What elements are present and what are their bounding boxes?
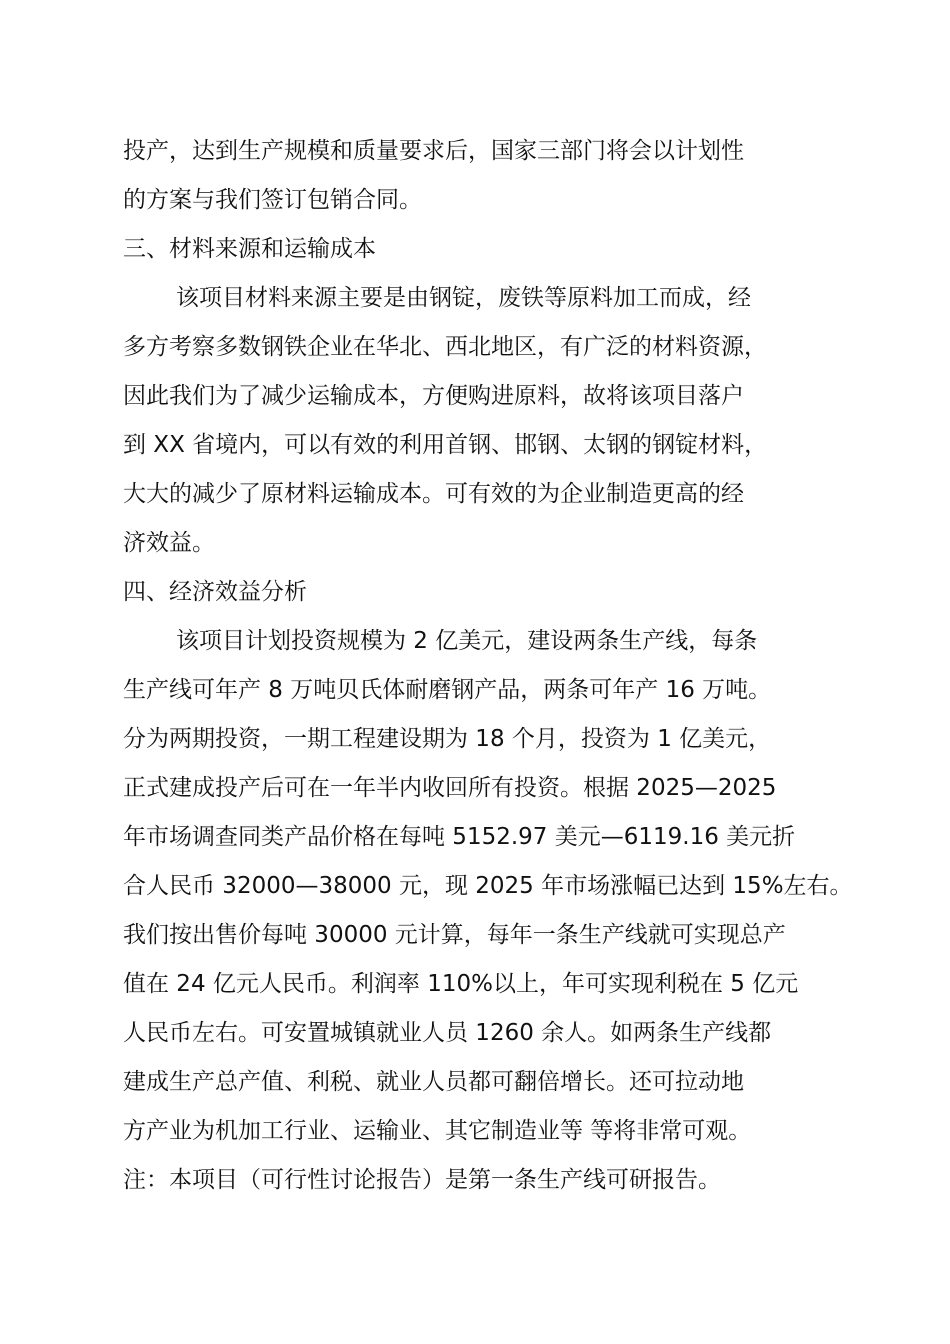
paragraph-line: 的方案与我们签订包销合同。 bbox=[123, 187, 422, 213]
paragraph-line: 方产业为机加工行业、运输业、其它制造业等 等将非常可观。 bbox=[123, 1118, 752, 1144]
section-heading: 四、经济效益分析 bbox=[123, 579, 307, 605]
paragraph-line: 到 XX 省境内，可以有效的利用首钢、邯钢、太钢的钢锭材料， bbox=[123, 432, 768, 458]
paragraph-line: 该项目材料来源主要是由钢锭，废铁等原料加工而成，经 bbox=[176, 285, 751, 311]
paragraph-line: 值在 24 亿元人民币。利润率 110%以上，年可实现利税在 5 亿元 bbox=[123, 971, 799, 997]
paragraph-line: 该项目计划投资规模为 2 亿美元，建设两条生产线，每条 bbox=[176, 628, 758, 654]
paragraph-line: 济效益。 bbox=[123, 530, 215, 556]
paragraph-line: 投产，达到生产规模和质量要求后，国家三部门将会以计划性 bbox=[123, 138, 744, 164]
paragraph-line: 合人民币 32000—38000 元，现 2025 年市场涨幅已达到 15%左右。 bbox=[123, 873, 853, 899]
document-body bbox=[123, 127, 853, 1205]
paragraph-line: 人民币左右。可安置城镇就业人员 1260 余人。如两条生产线都 bbox=[123, 1020, 772, 1046]
paragraph-line: 大大的减少了原材料运输成本。可有效的为企业制造更高的经 bbox=[123, 481, 744, 507]
paragraph-line: 年市场调查同类产品价格在每吨 5152.97 美元—6119.16 美元折 bbox=[123, 824, 796, 850]
paragraph-line: 分为两期投资，一期工程建设期为 18 个月，投资为 1 亿美元， bbox=[123, 726, 772, 752]
paragraph-line: 因此我们为了减少运输成本，方便购进原料，故将该项目落户 bbox=[123, 383, 744, 409]
paragraph-line: 多方考察多数钢铁企业在华北、西北地区，有广泛的材料资源， bbox=[123, 334, 767, 360]
paragraph-line: 正式建成投产后可在一年半内收回所有投资。根据 2025—2025 bbox=[123, 775, 777, 801]
paragraph-line: 生产线可年产 8 万吨贝氏体耐磨钢产品，两条可年产 16 万吨。 bbox=[123, 677, 772, 703]
paragraph-line: 我们按出售价每吨 30000 元计算，每年一条生产线就可实现总产 bbox=[123, 922, 786, 948]
section-heading: 三、材料来源和运输成本 bbox=[123, 236, 376, 262]
paragraph-line: 建成生产总产值、利税、就业人员都可翻倍增长。还可拉动地 bbox=[123, 1069, 744, 1095]
note-line: 注：本项目（可行性讨论报告）是第一条生产线可研报告。 bbox=[123, 1167, 721, 1193]
